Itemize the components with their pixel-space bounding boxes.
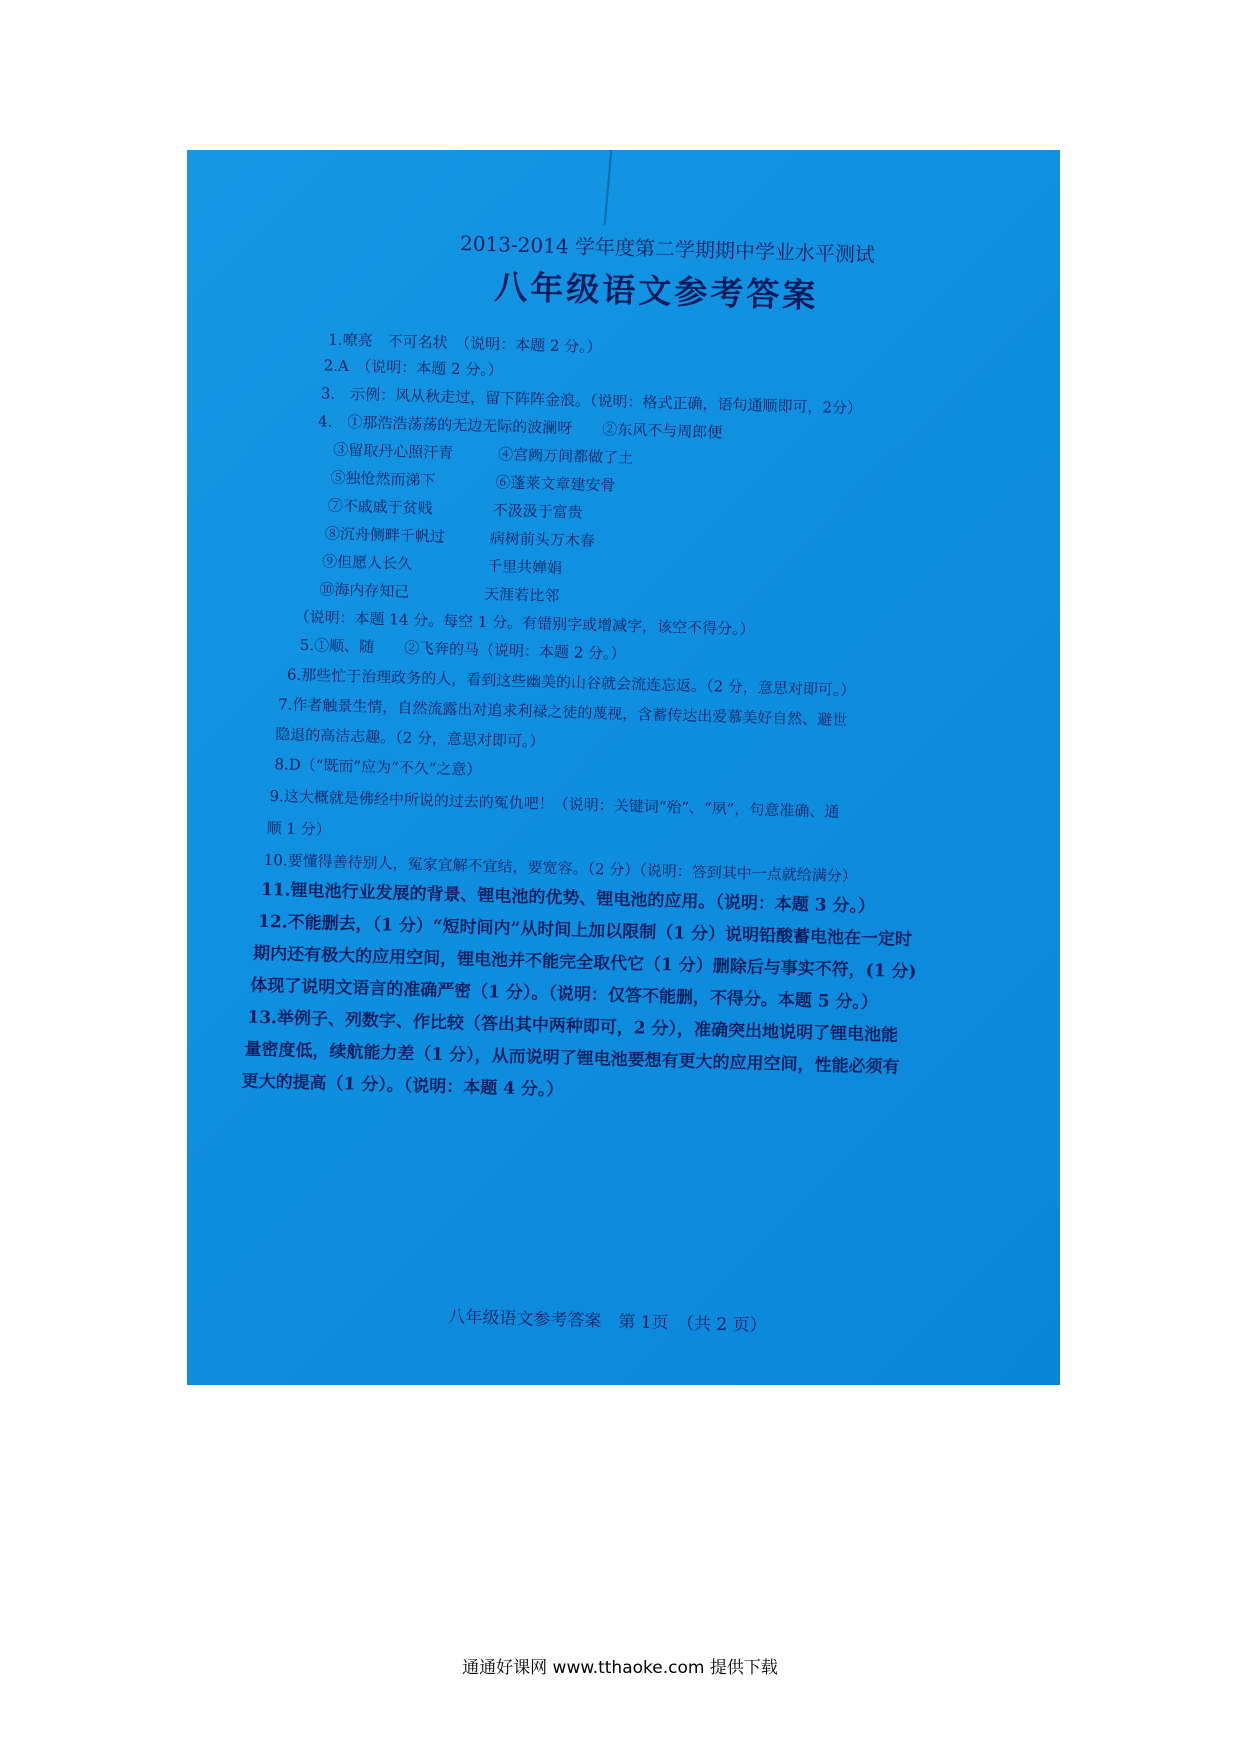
answer-12-line-3: 体现了说明文语言的准确严密（1 分）。（说明：仅答不能删，不得分。本题 5 分。） xyxy=(249,975,879,1014)
answer-4-line-3: ⑤独怆然而涕下 ⑥蓬莱文章建安骨 xyxy=(330,468,616,495)
answer-list xyxy=(241,327,1049,1101)
scanned-answer-sheet-photo xyxy=(187,150,1060,1385)
answer-4-line-7: ⑩海内存知己 天涯若比邻 xyxy=(319,580,560,606)
answer-sheet xyxy=(187,150,1060,1385)
answer-13-line-1: 13.举例子、列数字、作比较（答出其中两种即可，2 分），准确突出地说明了锂电池能 xyxy=(247,1007,899,1046)
document-title: 八年级语文参考答案 xyxy=(493,267,819,316)
exam-name: 2013-2014 学年度第二学期期中学业水平测试 xyxy=(459,231,876,267)
answer-4-line-6: ⑨但愿人长久 千里共婵娟 xyxy=(321,552,563,578)
answer-9-line-1: 9.这大概就是佛经中所说的过去的冤仇吧！（说明：关键词“殆”、“夙”，句意准确、通 xyxy=(269,787,840,821)
answer-4-line-4: ⑦不戚戚于贫贱 不汲汲于富贵 xyxy=(327,496,583,522)
sheet-page-footer: 八年级语文参考答案 第 1页 （共 2 页） xyxy=(448,1307,767,1337)
answer-13-line-3: 更大的提高（1 分）。（说明：本题 4 分。） xyxy=(241,1071,564,1101)
answer-11: 11.锂电池行业发展的背景、锂电池的优势、锂电池的应用。（说明：本题 3 分。） xyxy=(260,879,876,917)
answer-7-line-2: 隐退的高洁志趣。（2 分，意思对即可。） xyxy=(275,725,545,751)
answer-4-line-5: ⑧沉舟侧畔千帆过 病树前头万木春 xyxy=(324,524,596,551)
answer-4-line-1: 4. ①那浩浩荡荡的无边无际的波澜呀 ②东风不与周郎便 xyxy=(317,412,723,442)
answer-7-line-1: 7.作者触景生情，自然流露出对追求利禄之徒的蔑视，含蓄传达出爱慕美好自然、避世 xyxy=(277,695,848,730)
answer-9-line-2: 顺 1 分） xyxy=(266,818,332,839)
answer-4-note: （说明：本题 14 分。每空 1 分。有错别字或增减字，该空不得分。） xyxy=(294,607,755,639)
answer-3: 3. 示例：风从秋走过，留下阵阵金浪。（说明：格式正确，语句通顺即可，2分） xyxy=(320,384,863,418)
answer-5: 5.①顺、随 ②飞奔的马（说明：本题 2 分。） xyxy=(299,635,626,663)
answer-8: 8.D（“既而”应为“不久”之意） xyxy=(274,755,482,779)
answer-6: 6.那些忙于治理政务的人，看到这些幽美的山谷就会流连忘返。（2 分，意思对即可。） xyxy=(286,665,856,700)
answer-13-line-2: 量密度低，续航能力差（1 分），从而说明了锂电池要想有更大的应用空间，性能必须有 xyxy=(244,1039,900,1078)
answer-12-line-2: 期内还有极大的应用空间，锂电池并不能完全取代它（1 分）删除后与事实不符，(1 分) xyxy=(252,943,917,983)
answer-2: 2.A （说明：本题 2 分。） xyxy=(323,356,504,380)
answer-4-line-2: ③留取丹心照汗青 ④宫阙万间都做了土 xyxy=(333,440,634,468)
site-credit: 通通好课网 www.tthaoke.com 提供下载 xyxy=(462,1658,778,1678)
answer-10: 10.要懂得善待别人，冤家宜解不宜结，要宽容。（2 分）（说明：答到其中一点就给满分） xyxy=(263,850,857,886)
answer-1: 1.嘹亮 不可名状 （说明：本题 2 分。） xyxy=(328,330,602,357)
answer-12-line-1: 12.不能删去，（1 分）“短时间内”从时间上加以限制（1 分）说明铅酸蓄电池在一定时 xyxy=(257,911,913,951)
